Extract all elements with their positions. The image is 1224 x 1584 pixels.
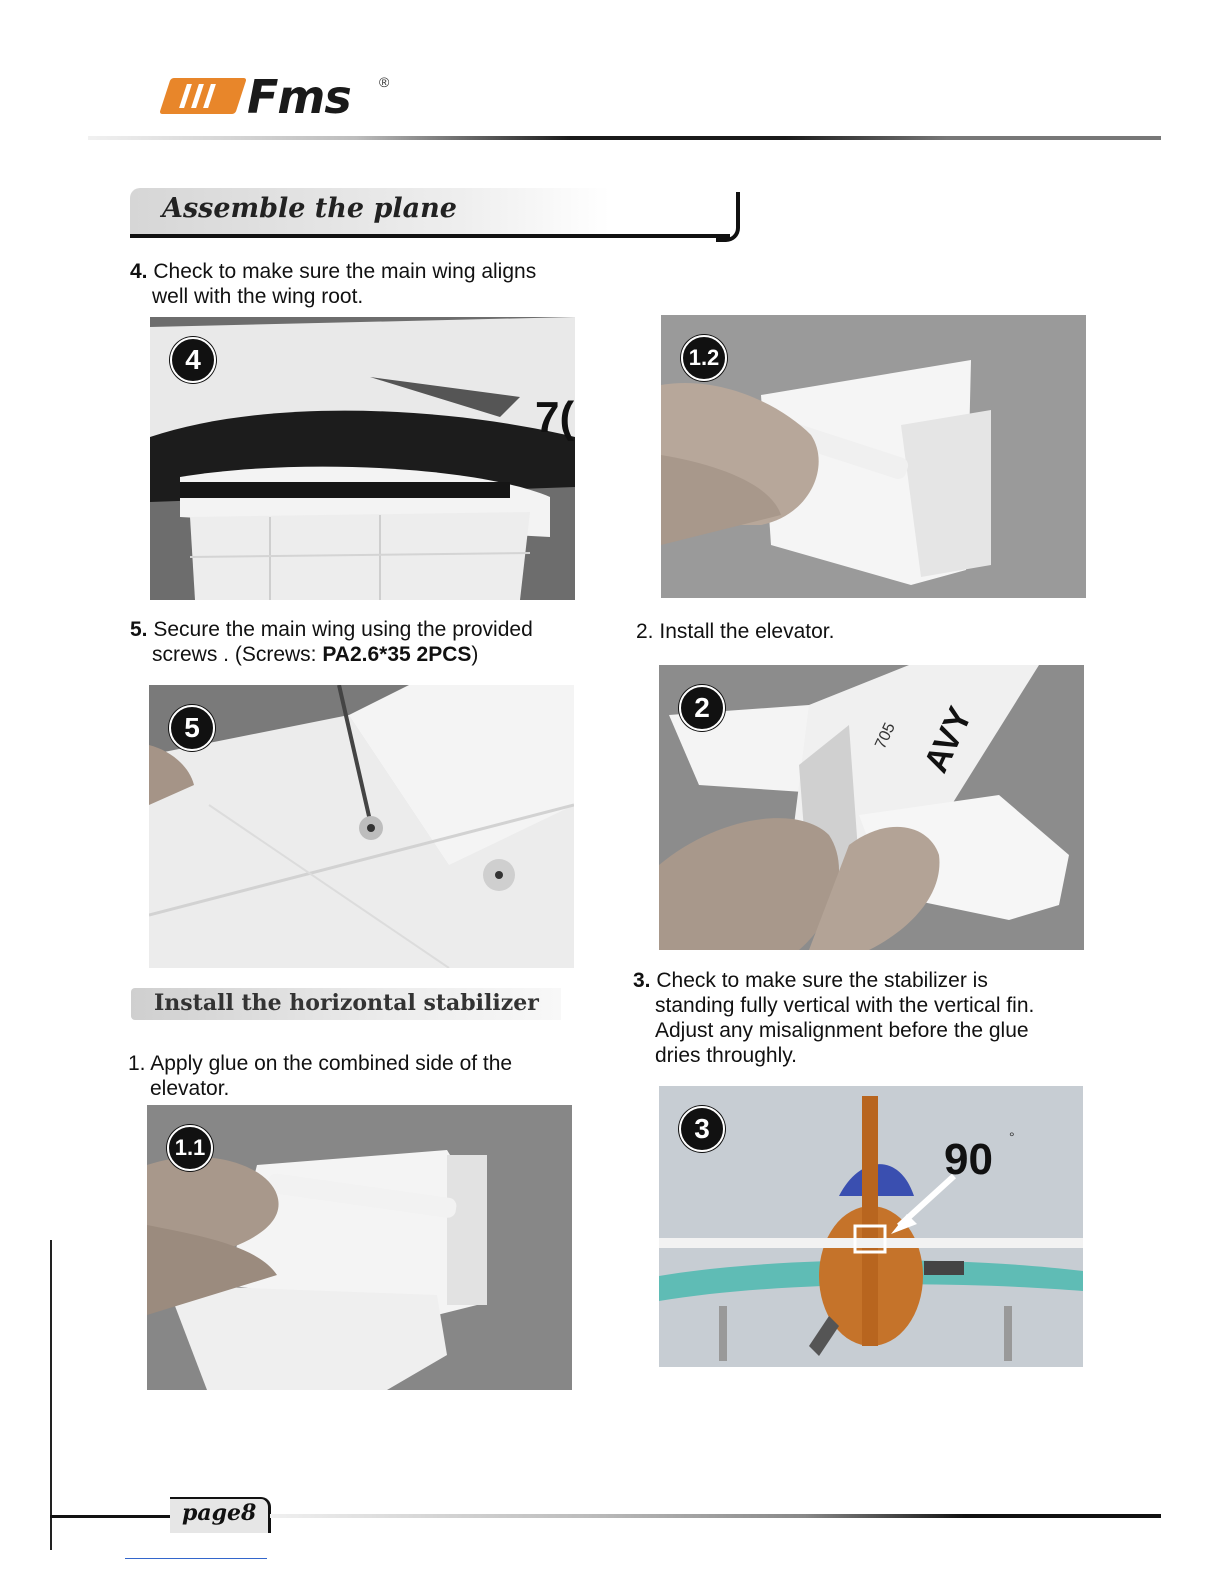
tail-number: 705 bbox=[872, 720, 899, 752]
elevator-step-3-text: 3. Check to make sure the stabilizer is standing fully vertical with the vertical fin. Adjust any misalignment before the glue dries throughly. bbox=[633, 969, 1035, 1067]
page-number: page8 bbox=[182, 1500, 257, 1526]
section-header-hook bbox=[716, 192, 740, 242]
step-5-text: 5. Secure the main wing using the provided screws . (Screws: PA2.6*35 2PCS) bbox=[130, 618, 533, 666]
logo-wings-icon bbox=[159, 78, 247, 114]
photo-elevator-step-2 bbox=[659, 665, 1084, 950]
elevator-step-1-text: 1. Apply glue on the combined side of the elevator. bbox=[128, 1052, 513, 1100]
registered-mark: ® bbox=[379, 74, 390, 90]
photo-step-5 bbox=[149, 685, 574, 968]
section-title: Assemble the plane bbox=[162, 193, 457, 224]
elevator-step-2-text: 2. Install the elevator. bbox=[636, 620, 835, 643]
step-1-1-badge: 1.1 bbox=[167, 1125, 213, 1171]
elevator-step-3-badge: 3 bbox=[679, 1106, 725, 1152]
step-4-badge: 4 bbox=[170, 337, 216, 383]
fuselage-number: 7( bbox=[535, 393, 575, 442]
photo-step-1-1 bbox=[147, 1105, 572, 1390]
degree-symbol: ° bbox=[1009, 1129, 1015, 1145]
step-4-text: 4. Check to make sure the main wing aligns well with the wing root. bbox=[130, 260, 537, 308]
photo-step-1-2 bbox=[661, 315, 1086, 598]
step-1-2-badge: 1.2 bbox=[681, 335, 727, 381]
photo-step-4 bbox=[150, 317, 575, 600]
header-rule bbox=[88, 136, 1161, 140]
photo-elevator-step-3 bbox=[659, 1086, 1083, 1367]
left-margin-line bbox=[50, 1240, 52, 1550]
footer-rule-right bbox=[270, 1514, 1161, 1518]
subsection-title: Install the horizontal stabilizer bbox=[154, 990, 539, 1016]
tail-lettering: AVY bbox=[916, 701, 980, 779]
angle-label: 90 bbox=[944, 1135, 993, 1184]
footer-link-underline bbox=[125, 1558, 267, 1559]
elevator-step-2-badge: 2 bbox=[679, 685, 725, 731]
logo-text: Fms bbox=[247, 70, 351, 124]
step-5-badge: 5 bbox=[169, 705, 215, 751]
footer-rule-left bbox=[50, 1515, 170, 1518]
